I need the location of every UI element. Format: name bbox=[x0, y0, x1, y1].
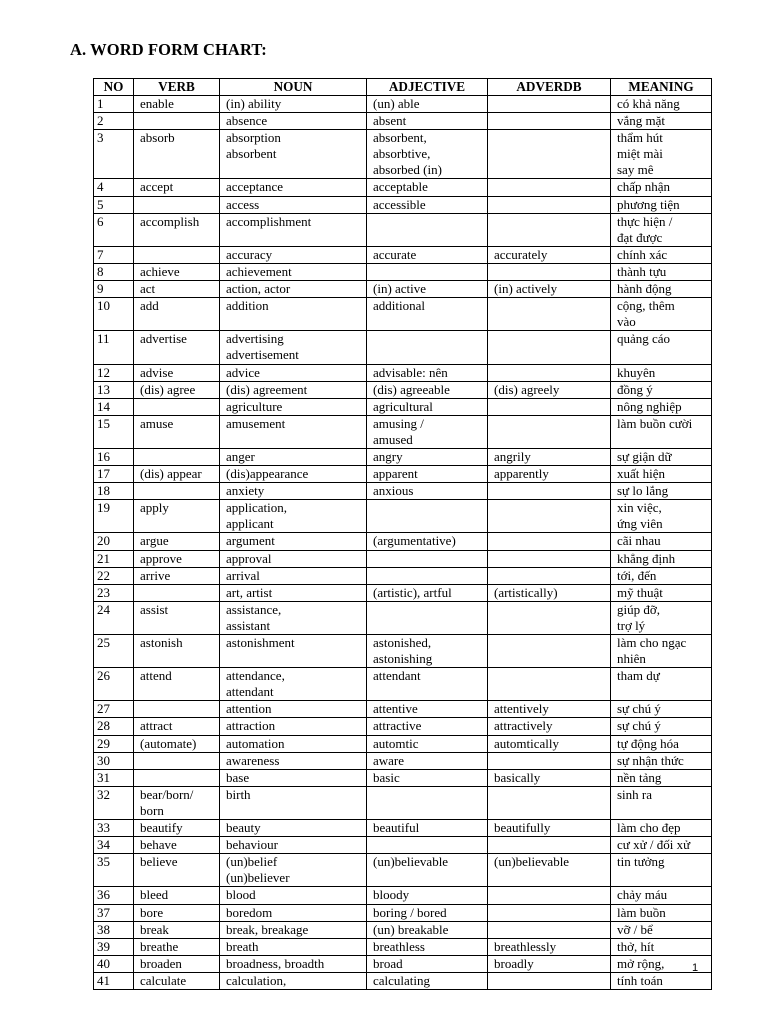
cell-verb: bore bbox=[134, 904, 220, 921]
cell-adverb: (artistically) bbox=[488, 584, 611, 601]
cell-adjective: automtic bbox=[367, 735, 488, 752]
cell-adjective: absent bbox=[367, 113, 488, 130]
cell-meaning: tính toán bbox=[611, 972, 712, 989]
cell-adverb bbox=[488, 415, 611, 448]
cell-adjective: (in) active bbox=[367, 281, 488, 298]
cell-noun: astonishment bbox=[220, 635, 367, 668]
table-row bbox=[94, 668, 712, 701]
cell-no: 14 bbox=[94, 398, 134, 415]
cell-adverb bbox=[488, 635, 611, 668]
table-row bbox=[94, 533, 712, 550]
cell-adverb bbox=[488, 213, 611, 246]
cell-no: 16 bbox=[94, 448, 134, 465]
cell-no: 32 bbox=[94, 786, 134, 819]
cell-noun: blood bbox=[220, 887, 367, 904]
cell-noun: break, breakage bbox=[220, 921, 367, 938]
cell-meaning: tin tưởng bbox=[611, 854, 712, 887]
table-row bbox=[94, 281, 712, 298]
cell-adverb bbox=[488, 567, 611, 584]
cell-verb: absorb bbox=[134, 130, 220, 179]
cell-noun: agriculture bbox=[220, 398, 367, 415]
cell-meaning: mở rộng, bbox=[611, 955, 712, 972]
cell-adjective: attractive bbox=[367, 718, 488, 735]
table-row bbox=[94, 415, 712, 448]
cell-no: 21 bbox=[94, 550, 134, 567]
cell-meaning: vỡ / bể bbox=[611, 921, 712, 938]
cell-verb: advise bbox=[134, 364, 220, 381]
cell-no: 23 bbox=[94, 584, 134, 601]
table-row bbox=[94, 567, 712, 584]
cell-noun: (dis)appearance bbox=[220, 466, 367, 483]
cell-adjective: bloody bbox=[367, 887, 488, 904]
cell-noun: approval bbox=[220, 550, 367, 567]
cell-verb bbox=[134, 483, 220, 500]
cell-verb: bleed bbox=[134, 887, 220, 904]
cell-noun: advertising advertisement bbox=[220, 331, 367, 364]
cell-no: 25 bbox=[94, 635, 134, 668]
table-row bbox=[94, 113, 712, 130]
cell-no: 6 bbox=[94, 213, 134, 246]
cell-meaning: sự chú ý bbox=[611, 718, 712, 735]
cell-adjective: (un)believable bbox=[367, 854, 488, 887]
cell-noun: automation bbox=[220, 735, 367, 752]
cell-meaning: cư xử / đối xử bbox=[611, 837, 712, 854]
page-number: 1 bbox=[692, 962, 699, 974]
cell-no: 41 bbox=[94, 972, 134, 989]
table-row bbox=[94, 904, 712, 921]
table-body bbox=[94, 96, 712, 990]
cell-verb: enable bbox=[134, 96, 220, 113]
cell-adjective: breathless bbox=[367, 938, 488, 955]
cell-meaning: làm cho ngạc nhiên bbox=[611, 635, 712, 668]
cell-noun: addition bbox=[220, 298, 367, 331]
cell-adverb bbox=[488, 601, 611, 634]
table-row bbox=[94, 972, 712, 989]
table-row bbox=[94, 96, 712, 113]
cell-adverb: attentively bbox=[488, 701, 611, 718]
cell-meaning: cãi nhau bbox=[611, 533, 712, 550]
cell-noun: amusement bbox=[220, 415, 367, 448]
cell-adverb: angrily bbox=[488, 448, 611, 465]
cell-no: 1 bbox=[94, 96, 134, 113]
table-row bbox=[94, 398, 712, 415]
cell-no: 29 bbox=[94, 735, 134, 752]
cell-no: 26 bbox=[94, 668, 134, 701]
cell-adjective: (argumentative) bbox=[367, 533, 488, 550]
table-row bbox=[94, 735, 712, 752]
cell-no: 11 bbox=[94, 331, 134, 364]
cell-adjective: beautiful bbox=[367, 820, 488, 837]
table-row bbox=[94, 921, 712, 938]
cell-noun: access bbox=[220, 196, 367, 213]
cell-verb: arrive bbox=[134, 567, 220, 584]
cell-adjective: accessible bbox=[367, 196, 488, 213]
cell-noun: attraction bbox=[220, 718, 367, 735]
cell-adverb: beautifully bbox=[488, 820, 611, 837]
cell-adjective: additional bbox=[367, 298, 488, 331]
cell-verb: bear/born/ born bbox=[134, 786, 220, 819]
column-header-adjective: ADJECTIVE bbox=[367, 79, 488, 96]
cell-noun: boredom bbox=[220, 904, 367, 921]
cell-verb bbox=[134, 448, 220, 465]
cell-adverb bbox=[488, 96, 611, 113]
table-row bbox=[94, 500, 712, 533]
cell-verb: accept bbox=[134, 179, 220, 196]
cell-verb: achieve bbox=[134, 263, 220, 280]
cell-verb: assist bbox=[134, 601, 220, 634]
cell-noun: accuracy bbox=[220, 246, 367, 263]
table-header-row bbox=[94, 79, 712, 96]
cell-no: 13 bbox=[94, 381, 134, 398]
cell-adverb: broadly bbox=[488, 955, 611, 972]
cell-meaning: sinh ra bbox=[611, 786, 712, 819]
cell-no: 38 bbox=[94, 921, 134, 938]
cell-noun: attention bbox=[220, 701, 367, 718]
cell-verb: (automate) bbox=[134, 735, 220, 752]
cell-no: 7 bbox=[94, 246, 134, 263]
table-row bbox=[94, 483, 712, 500]
table-row bbox=[94, 752, 712, 769]
cell-verb: add bbox=[134, 298, 220, 331]
column-header-adverb: ADVERDB bbox=[488, 79, 611, 96]
cell-meaning: sự giận dữ bbox=[611, 448, 712, 465]
cell-adverb bbox=[488, 668, 611, 701]
table-row bbox=[94, 601, 712, 634]
cell-adverb: breathlessly bbox=[488, 938, 611, 955]
cell-noun: beauty bbox=[220, 820, 367, 837]
cell-noun: arrival bbox=[220, 567, 367, 584]
cell-meaning: tự động hóa bbox=[611, 735, 712, 752]
cell-adverb bbox=[488, 500, 611, 533]
cell-noun: breath bbox=[220, 938, 367, 955]
table-row bbox=[94, 466, 712, 483]
cell-meaning: sự lo lắng bbox=[611, 483, 712, 500]
cell-adjective: basic bbox=[367, 769, 488, 786]
cell-meaning: khẳng định bbox=[611, 550, 712, 567]
cell-adjective: broad bbox=[367, 955, 488, 972]
word-form-table bbox=[93, 78, 712, 990]
table-row bbox=[94, 246, 712, 263]
cell-adjective bbox=[367, 786, 488, 819]
cell-adjective: attentive bbox=[367, 701, 488, 718]
table-row bbox=[94, 381, 712, 398]
cell-adverb bbox=[488, 298, 611, 331]
cell-adverb bbox=[488, 130, 611, 179]
cell-verb bbox=[134, 752, 220, 769]
cell-no: 8 bbox=[94, 263, 134, 280]
cell-no: 31 bbox=[94, 769, 134, 786]
cell-verb: breathe bbox=[134, 938, 220, 955]
cell-adjective bbox=[367, 601, 488, 634]
cell-no: 4 bbox=[94, 179, 134, 196]
cell-meaning: thành tựu bbox=[611, 263, 712, 280]
cell-adverb bbox=[488, 972, 611, 989]
cell-meaning: làm buồn bbox=[611, 904, 712, 921]
table-row bbox=[94, 448, 712, 465]
cell-adjective: (artistic), artful bbox=[367, 584, 488, 601]
cell-adverb bbox=[488, 364, 611, 381]
cell-noun: (dis) agreement bbox=[220, 381, 367, 398]
cell-noun: argument bbox=[220, 533, 367, 550]
cell-verb: attract bbox=[134, 718, 220, 735]
cell-meaning: khuyên bbox=[611, 364, 712, 381]
cell-adjective: apparent bbox=[367, 466, 488, 483]
cell-meaning: quảng cáo bbox=[611, 331, 712, 364]
cell-meaning: xin việc, ứng viên bbox=[611, 500, 712, 533]
cell-noun: assistance, assistant bbox=[220, 601, 367, 634]
cell-noun: anxiety bbox=[220, 483, 367, 500]
table-row bbox=[94, 364, 712, 381]
cell-no: 36 bbox=[94, 887, 134, 904]
cell-verb: amuse bbox=[134, 415, 220, 448]
cell-adverb: apparently bbox=[488, 466, 611, 483]
cell-noun: (un)belief (un)believer bbox=[220, 854, 367, 887]
cell-adverb bbox=[488, 921, 611, 938]
table-row bbox=[94, 701, 712, 718]
cell-verb bbox=[134, 113, 220, 130]
cell-meaning: chính xác bbox=[611, 246, 712, 263]
table-row bbox=[94, 820, 712, 837]
table-row bbox=[94, 298, 712, 331]
cell-adverb bbox=[488, 331, 611, 364]
cell-no: 12 bbox=[94, 364, 134, 381]
cell-adverb bbox=[488, 179, 611, 196]
cell-adverb bbox=[488, 887, 611, 904]
cell-adjective: acceptable bbox=[367, 179, 488, 196]
cell-meaning: thẩm hút miệt mài say mê bbox=[611, 130, 712, 179]
table-row bbox=[94, 584, 712, 601]
cell-verb: attend bbox=[134, 668, 220, 701]
cell-noun: birth bbox=[220, 786, 367, 819]
cell-adjective: aware bbox=[367, 752, 488, 769]
cell-adverb: accurately bbox=[488, 246, 611, 263]
cell-verb: calculate bbox=[134, 972, 220, 989]
cell-no: 3 bbox=[94, 130, 134, 179]
cell-meaning: hành động bbox=[611, 281, 712, 298]
cell-no: 24 bbox=[94, 601, 134, 634]
cell-noun: application, applicant bbox=[220, 500, 367, 533]
cell-adjective: accurate bbox=[367, 246, 488, 263]
cell-adverb: (in) actively bbox=[488, 281, 611, 298]
cell-adverb bbox=[488, 752, 611, 769]
cell-meaning: nền tảng bbox=[611, 769, 712, 786]
table-row bbox=[94, 196, 712, 213]
cell-verb: advertise bbox=[134, 331, 220, 364]
cell-adjective: absorbent, absorbtive, absorbed (in) bbox=[367, 130, 488, 179]
cell-verb: beautify bbox=[134, 820, 220, 837]
cell-noun: awareness bbox=[220, 752, 367, 769]
cell-no: 40 bbox=[94, 955, 134, 972]
cell-meaning: phương tiện bbox=[611, 196, 712, 213]
cell-noun: (in) ability bbox=[220, 96, 367, 113]
table-row bbox=[94, 955, 712, 972]
table-row bbox=[94, 550, 712, 567]
cell-no: 33 bbox=[94, 820, 134, 837]
cell-meaning: đồng ý bbox=[611, 381, 712, 398]
cell-no: 27 bbox=[94, 701, 134, 718]
cell-verb: argue bbox=[134, 533, 220, 550]
cell-noun: calculation, bbox=[220, 972, 367, 989]
cell-adjective: amusing / amused bbox=[367, 415, 488, 448]
cell-noun: absorption absorbent bbox=[220, 130, 367, 179]
table-row bbox=[94, 837, 712, 854]
cell-no: 20 bbox=[94, 533, 134, 550]
cell-adverb bbox=[488, 398, 611, 415]
cell-meaning: sự nhận thức bbox=[611, 752, 712, 769]
cell-adverb: (dis) agreely bbox=[488, 381, 611, 398]
cell-adverb: (un)believable bbox=[488, 854, 611, 887]
column-header-noun: NOUN bbox=[220, 79, 367, 96]
cell-noun: accomplishment bbox=[220, 213, 367, 246]
cell-verb: believe bbox=[134, 854, 220, 887]
cell-meaning: tham dự bbox=[611, 668, 712, 701]
cell-meaning: xuất hiện bbox=[611, 466, 712, 483]
cell-adjective: angry bbox=[367, 448, 488, 465]
cell-meaning: tới, đến bbox=[611, 567, 712, 584]
cell-no: 28 bbox=[94, 718, 134, 735]
cell-adjective bbox=[367, 500, 488, 533]
cell-verb: astonish bbox=[134, 635, 220, 668]
cell-verb: broaden bbox=[134, 955, 220, 972]
cell-adverb: attractively bbox=[488, 718, 611, 735]
cell-noun: art, artist bbox=[220, 584, 367, 601]
cell-verb: accomplish bbox=[134, 213, 220, 246]
cell-adjective bbox=[367, 837, 488, 854]
cell-no: 15 bbox=[94, 415, 134, 448]
cell-no: 19 bbox=[94, 500, 134, 533]
cell-no: 18 bbox=[94, 483, 134, 500]
cell-adjective: (dis) agreeable bbox=[367, 381, 488, 398]
cell-meaning: thực hiện / đạt được bbox=[611, 213, 712, 246]
column-header-no: NO bbox=[94, 79, 134, 96]
cell-verb bbox=[134, 398, 220, 415]
table-row bbox=[94, 263, 712, 280]
cell-noun: anger bbox=[220, 448, 367, 465]
cell-adjective bbox=[367, 263, 488, 280]
column-header-verb: VERB bbox=[134, 79, 220, 96]
cell-adjective: advisable: nên bbox=[367, 364, 488, 381]
table-row bbox=[94, 938, 712, 955]
table-row bbox=[94, 769, 712, 786]
cell-adjective: (un) breakable bbox=[367, 921, 488, 938]
cell-no: 34 bbox=[94, 837, 134, 854]
cell-meaning: giúp đỡ, trợ lý bbox=[611, 601, 712, 634]
cell-meaning: mỹ thuật bbox=[611, 584, 712, 601]
cell-adjective: (un) able bbox=[367, 96, 488, 113]
table-row bbox=[94, 213, 712, 246]
cell-noun: advice bbox=[220, 364, 367, 381]
table-row bbox=[94, 786, 712, 819]
cell-meaning: làm buồn cười bbox=[611, 415, 712, 448]
cell-noun: achievement bbox=[220, 263, 367, 280]
cell-meaning: thở, hít bbox=[611, 938, 712, 955]
cell-noun: absence bbox=[220, 113, 367, 130]
cell-adjective: attendant bbox=[367, 668, 488, 701]
cell-verb: (dis) appear bbox=[134, 466, 220, 483]
cell-meaning: chảy máu bbox=[611, 887, 712, 904]
cell-verb: act bbox=[134, 281, 220, 298]
cell-no: 2 bbox=[94, 113, 134, 130]
table-row bbox=[94, 718, 712, 735]
cell-noun: base bbox=[220, 769, 367, 786]
cell-adverb bbox=[488, 550, 611, 567]
cell-verb: apply bbox=[134, 500, 220, 533]
cell-adverb bbox=[488, 786, 611, 819]
cell-adverb bbox=[488, 196, 611, 213]
table-row bbox=[94, 179, 712, 196]
cell-noun: behaviour bbox=[220, 837, 367, 854]
cell-adjective: calculating bbox=[367, 972, 488, 989]
table-row bbox=[94, 635, 712, 668]
cell-noun: broadness, broadth bbox=[220, 955, 367, 972]
table-row bbox=[94, 130, 712, 179]
cell-adjective bbox=[367, 331, 488, 364]
cell-noun: attendance, attendant bbox=[220, 668, 367, 701]
cell-verb bbox=[134, 769, 220, 786]
cell-verb: break bbox=[134, 921, 220, 938]
cell-adjective bbox=[367, 213, 488, 246]
cell-adjective: astonished, astonishing bbox=[367, 635, 488, 668]
cell-adjective: anxious bbox=[367, 483, 488, 500]
cell-noun: acceptance bbox=[220, 179, 367, 196]
cell-adjective bbox=[367, 567, 488, 584]
cell-verb bbox=[134, 584, 220, 601]
cell-adjective bbox=[367, 550, 488, 567]
cell-no: 35 bbox=[94, 854, 134, 887]
cell-adverb bbox=[488, 904, 611, 921]
cell-no: 17 bbox=[94, 466, 134, 483]
cell-adjective: agricultural bbox=[367, 398, 488, 415]
cell-verb: behave bbox=[134, 837, 220, 854]
cell-meaning: sự chú ý bbox=[611, 701, 712, 718]
cell-verb bbox=[134, 246, 220, 263]
cell-verb bbox=[134, 196, 220, 213]
cell-adjective: boring / bored bbox=[367, 904, 488, 921]
cell-no: 9 bbox=[94, 281, 134, 298]
cell-noun: action, actor bbox=[220, 281, 367, 298]
table-row bbox=[94, 887, 712, 904]
cell-no: 22 bbox=[94, 567, 134, 584]
cell-adverb bbox=[488, 837, 611, 854]
table-row bbox=[94, 854, 712, 887]
cell-meaning: có khả năng bbox=[611, 96, 712, 113]
cell-adverb bbox=[488, 263, 611, 280]
cell-no: 10 bbox=[94, 298, 134, 331]
cell-meaning: nông nghiệp bbox=[611, 398, 712, 415]
cell-adverb: basically bbox=[488, 769, 611, 786]
cell-no: 39 bbox=[94, 938, 134, 955]
cell-no: 5 bbox=[94, 196, 134, 213]
cell-adverb bbox=[488, 483, 611, 500]
cell-verb: approve bbox=[134, 550, 220, 567]
cell-meaning: cộng, thêm vào bbox=[611, 298, 712, 331]
cell-meaning: chấp nhận bbox=[611, 179, 712, 196]
cell-adverb bbox=[488, 113, 611, 130]
cell-verb bbox=[134, 701, 220, 718]
cell-verb: (dis) agree bbox=[134, 381, 220, 398]
cell-adverb bbox=[488, 533, 611, 550]
page-title: A. WORD FORM CHART: bbox=[70, 40, 267, 59]
cell-meaning: làm cho đẹp bbox=[611, 820, 712, 837]
table-row bbox=[94, 331, 712, 364]
cell-adverb: automtically bbox=[488, 735, 611, 752]
cell-no: 37 bbox=[94, 904, 134, 921]
cell-meaning: vắng mặt bbox=[611, 113, 712, 130]
column-header-meaning: MEANING bbox=[611, 79, 712, 96]
cell-no: 30 bbox=[94, 752, 134, 769]
